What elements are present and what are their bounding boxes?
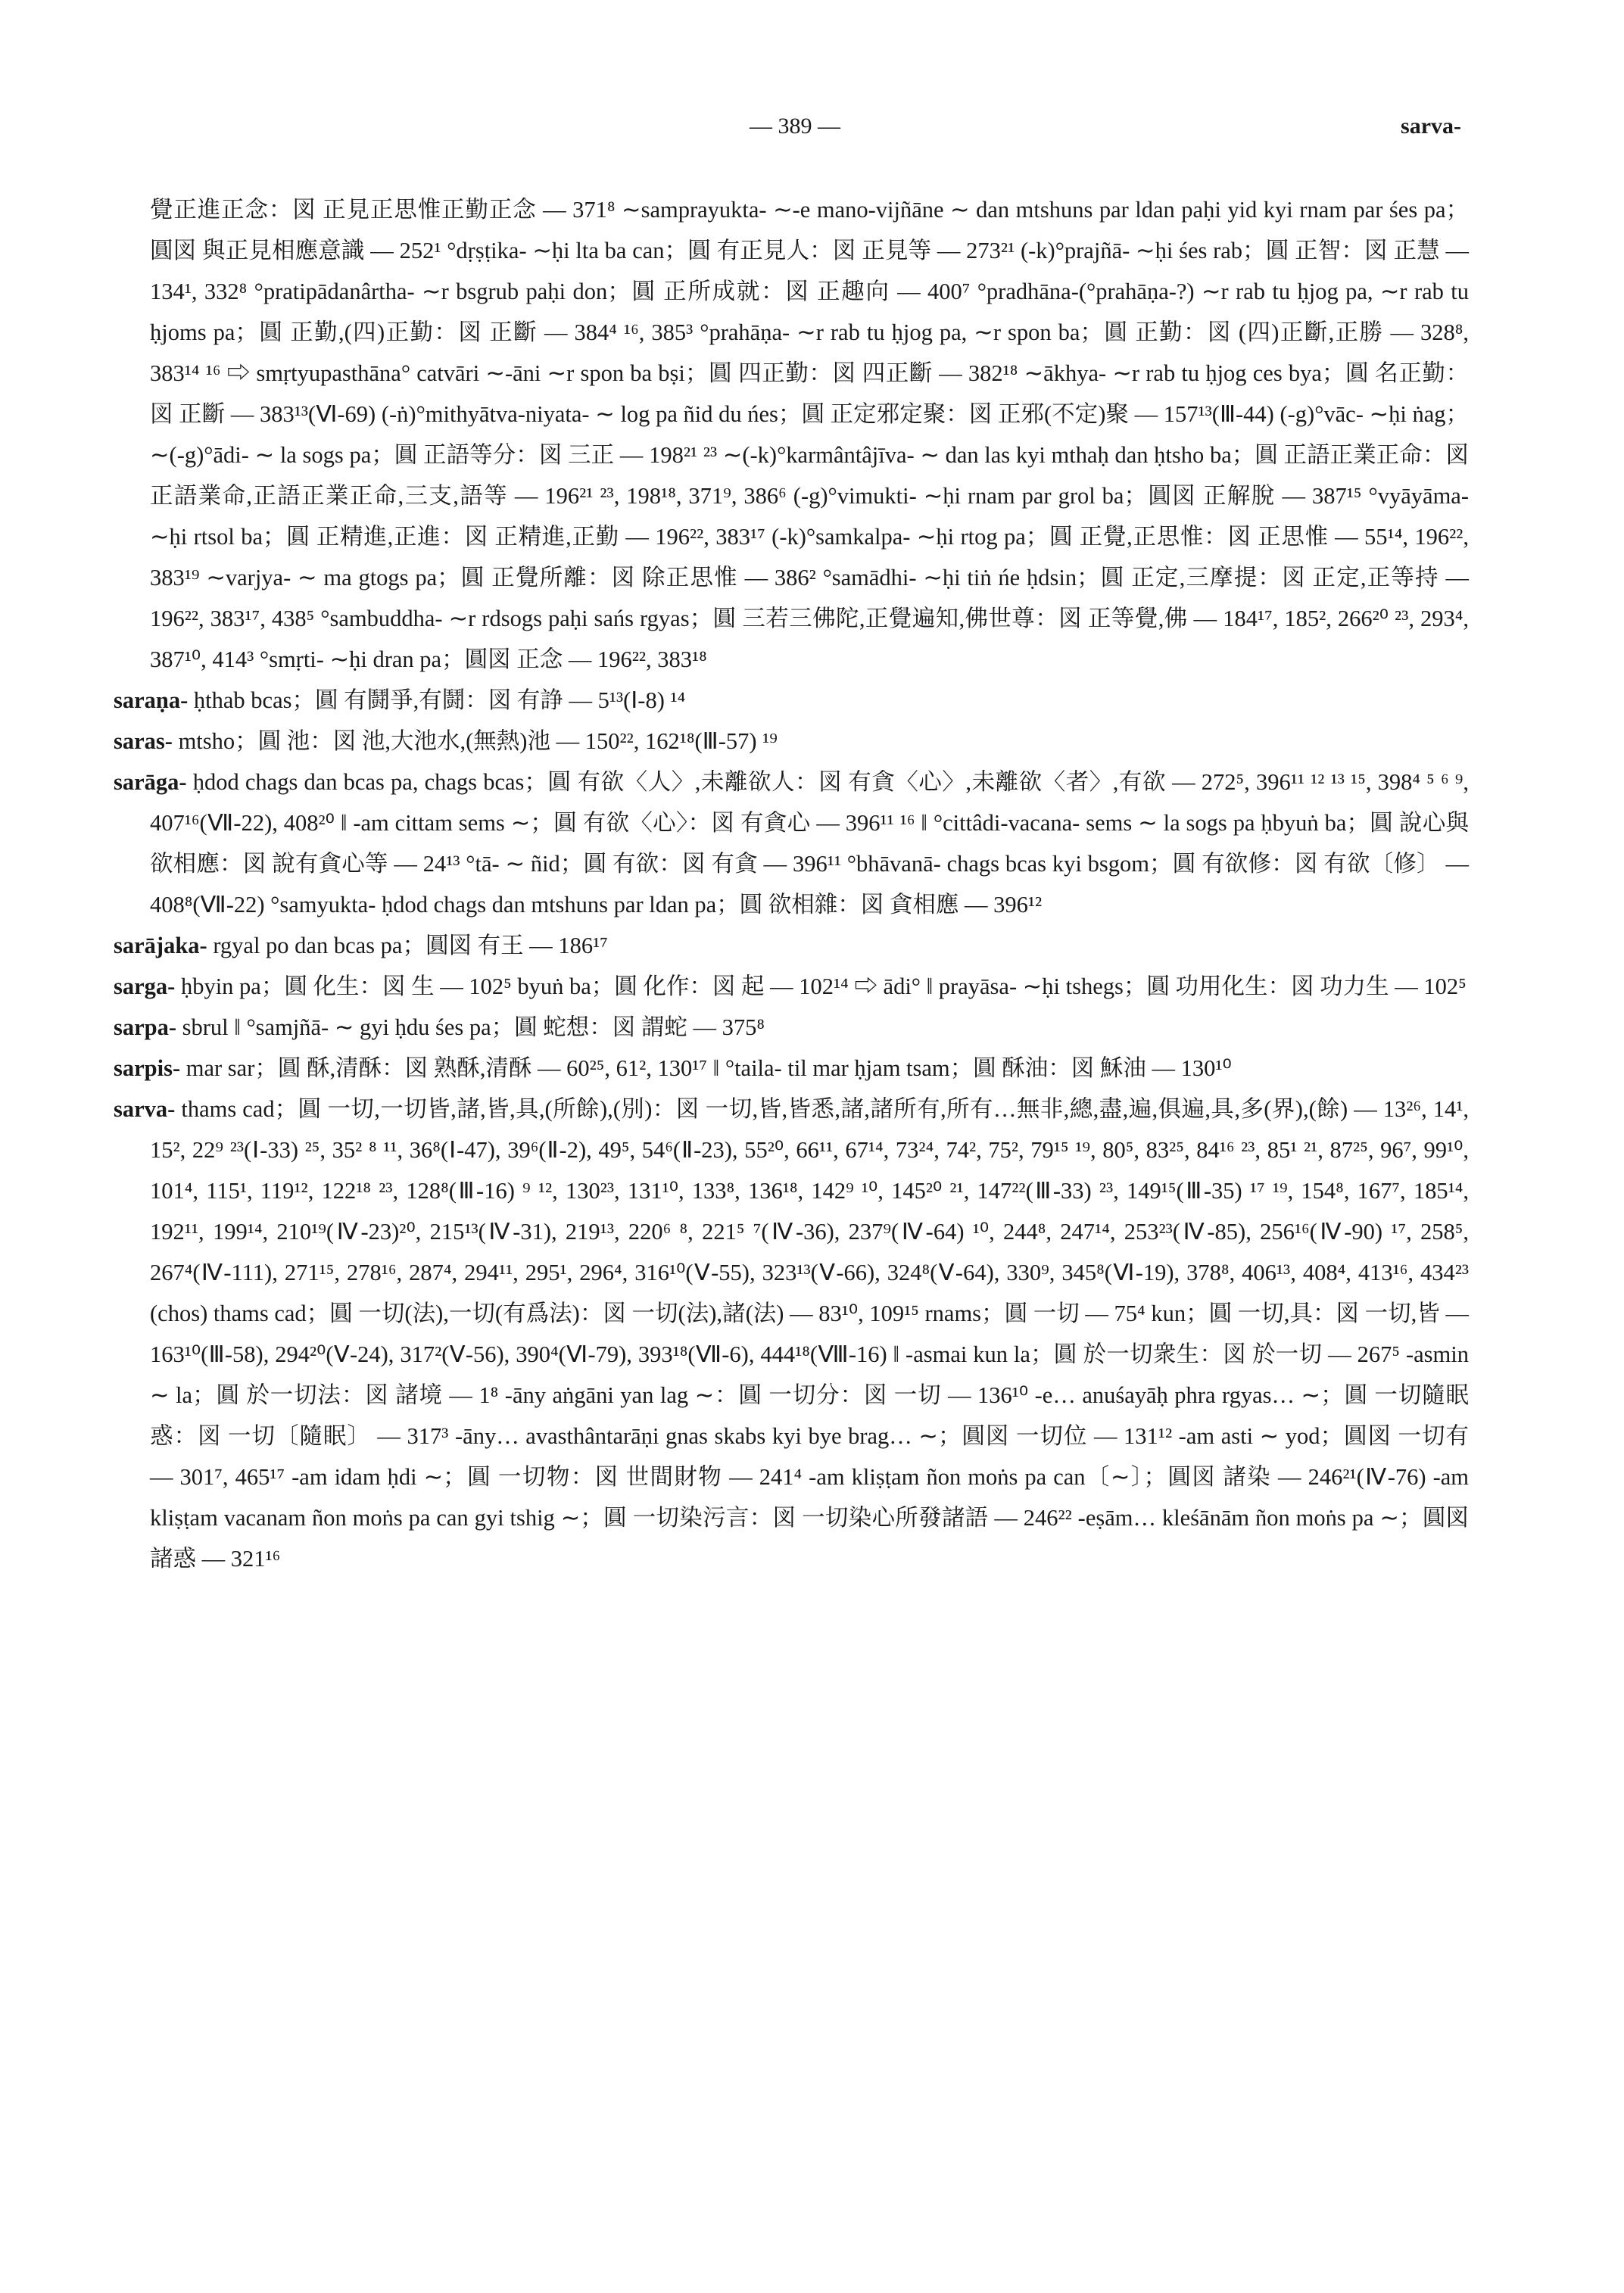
entry-body: ḥthab bcas；圓 有鬪爭,有鬪：図 有諍 — 5¹³(Ⅰ-8) ¹⁴ xyxy=(193,687,686,713)
dictionary-entry xyxy=(114,1007,1469,1048)
entry-body: ḥbyin pa；圓 化生：図 生 — 102⁵ byuṅ ba；圓 化作：図 起 — 102¹⁴ ⇨ ādi° ‖ prayāsa- ∼ḥi tshegs；圓 功用化生：図 功力生 — 102⁵ xyxy=(180,974,1467,999)
entry-body: mtsho；圓 池：図 池,大池水,(無熱)池 — 150²², 162¹⁸(Ⅲ-57) ¹⁹ xyxy=(178,728,778,754)
running-head: sarva- xyxy=(1401,114,1461,139)
entry-headword: sarva- xyxy=(114,1096,176,1122)
entry-headword: sarāga- xyxy=(114,769,187,795)
entry-body: rgyal po dan bcas pa；圓図 有王 — 186¹⁷ xyxy=(213,933,608,958)
dictionary-entry xyxy=(114,925,1469,966)
entry-headword: sarpa- xyxy=(114,1014,177,1040)
dictionary-entry xyxy=(114,721,1469,762)
entry-body: sbrul ‖ °samjñā- ∼ gyi ḥdu śes pa；圓 蛇想：図 謂蛇 — 375⁸ xyxy=(182,1014,765,1040)
entry-body: ḥdod chags dan bcas pa, chags bcas；圓 有欲〈人〉,未離欲人：図 有貪〈心〉,未離欲〈者〉,有欲 — 272⁵, 396¹¹ ¹² ¹³ ¹⁵, 398⁴ ⁵ ⁶ ⁹, 407¹⁶(Ⅶ-22), 408²⁰ ‖ -am cittam sems ∼；圓 有欲〈心〉：図 有貪心 — 396¹¹ ¹⁶ ‖ °cittâdi-vacana- sems ∼ la sogs pa ḥbyuṅ ba；圓 說心與欲相應：図 說有貪心等 — 24¹³ °tā- ∼ ñid；圓 有欲：図 有貪 — 396¹¹ °bhāvanā- chags bcas kyi bsgom；圓 有欲修：図 有欲〔修〕 — 408⁸(Ⅶ-22) °samyukta- ḥdod chags dan mtshuns par ldan pa；圓 欲相雜：図 貪相應 — 396¹² xyxy=(150,769,1469,918)
entry-headword: saras- xyxy=(114,728,173,754)
page-header xyxy=(0,114,1624,159)
dictionary-entry xyxy=(114,966,1469,1007)
dictionary-entry xyxy=(114,680,1469,721)
entry-body: thams cad；圓 一切,一切皆,諸,皆,具,(所餘),(別)：図 一切,皆,皆悉,諸,諸所有,所有…無非,總,盡,遍,俱遍,具,多(界),(餘) — 13²⁶, 14¹, 15², 22⁹ ²³(Ⅰ-33) ²⁵, 35² ⁸ ¹¹, 36⁸(Ⅰ-47), 39⁶(Ⅱ-2), 49⁵, 54⁶(Ⅱ-23), 55²⁰, 66¹¹, 67¹⁴, 73²⁴, 74², 75², 79¹⁵ ¹⁹, 80⁵, 83²⁵, 84¹⁶ ²³, 85¹ ²¹, 87²⁵, 96⁷, 99¹⁰, 101⁴, 115¹, 119¹², 122¹⁸ ²³, 128⁸(Ⅲ-16) ⁹ ¹², 130²³, 131¹⁰, 133⁸, 136¹⁸, 142⁹ ¹⁰, 145²⁰ ²¹, 147²²(Ⅲ-33) ²³, 149¹⁵(Ⅲ-35) ¹⁷ ¹⁹, 154⁸, 167⁷, 185¹⁴, 192¹¹, 199¹⁴, 210¹⁹(Ⅳ-23)²⁰, 215¹³(Ⅳ-31), 219¹³, 220⁶ ⁸, 221⁵ ⁷(Ⅳ-36), 237⁹(Ⅳ-64) ¹⁰, 244⁸, 247¹⁴, 253²³(Ⅳ-85), 256¹⁶(Ⅳ-90) ¹⁷, 258⁵, 267⁴(Ⅳ-111), 271¹⁵, 278¹⁶, 287⁴, 294¹¹, 295¹, 296⁴, 316¹⁰(Ⅴ-55), 323¹³(Ⅴ-66), 324⁸(Ⅴ-64), 330⁹, 345⁸(Ⅵ-19), 378⁸, 406¹³, 408⁴, 413¹⁶, 434²³ (chos) thams cad；圓 一切(法),一切(有爲法)：図 一切(法),諸(法) — 83¹⁰, 109¹⁵ rnams；圓 一切 — 75⁴ kun；圓 一切,具：図 一切,皆 — 163¹⁰(Ⅲ-58), 294²⁰(Ⅴ-24), 317²(Ⅴ-56), 390⁴(Ⅵ-79), 393¹⁸(Ⅶ-6), 444¹⁸(Ⅷ-16) ‖ -asmai kun la；圓 於一切衆生：図 於一切 — 267⁵ -asmin ∼ la；圓 於一切法：図 諸境 — 1⁸ -āny aṅgāni yan lag ∼：圓 一切分：図 一切 — 136¹⁰ -e… anuśayāḥ phra rgyas… ∼；圓 一切隨眠惑：図 一切〔隨眠〕 — 317³ -āny… avasthântarāṇi gnas skabs kyi bye brag… ∼；圓図 一切位 — 131¹² -am asti ∼ yod；圓図 一切有 — 301⁷, 465¹⁷ -am idam ḥdi ∼；圓 一切物：図 世間財物 — 241⁴ -am kliṣṭam ñon moṅs pa can〔∼〕；圓図 諸染 — 246²¹(Ⅳ-76) -am kliṣṭam vacanam ñon moṅs pa can gyi tshig ∼；圓 一切染污言：図 一切染心所發諸語 — 246²² -eṣām… kleśānām ñon moṅs pa ∼；圓図 諸惑 — 321¹⁶ xyxy=(150,1096,1470,1572)
dictionary-entry-continued xyxy=(114,189,1469,680)
entry-list xyxy=(114,189,1469,1579)
entry-headword: saraṇa- xyxy=(114,687,189,713)
dictionary-entry xyxy=(114,1089,1469,1579)
dictionary-entry xyxy=(114,1048,1469,1089)
entry-headword: sarga- xyxy=(114,974,176,999)
entry-headword: sarājaka- xyxy=(114,933,207,958)
page-number: — 389 — xyxy=(750,114,840,139)
entry-body: mar sar；圓 酥,清酥：図 熟酥,清酥 — 60²⁵, 61², 130¹⁷ ‖ °taila- til mar ḥjam tsam；圓 酥油：図 穌油 — 130¹⁰ xyxy=(185,1055,1232,1081)
dictionary-entry xyxy=(114,762,1469,925)
entry-headword: sarpis- xyxy=(114,1055,181,1081)
entry-body: 覺正進正念：図 正見正思惟正勤正念 — 371⁸ ∼samprayukta- ∼-e mano-vijñāne ∼ dan mtshuns par ldan paḥi yid kyi rnam par śes pa；圓図 與正見相應意識 — 252¹ °dṛṣṭika- ∼ḥi lta ba can；圓 有正見人：図 正見等 — 273²¹ (-k)°prajñā- ∼ḥi śes rab；圓 正智：図 正慧 — 134¹, 332⁸ °pratipādanârtha- ∼r bsgrub paḥi don；圓 正所成就：図 正趣向 — 400⁷ °pradhāna-(°prahāṇa-?) ∼r rab tu ḥjog pa, ∼r rab tu ḥjoms pa；圓 正勤,(四)正勤：図 正斷 — 384⁴ ¹⁶, 385³ °prahāṇa- ∼r rab tu ḥjog pa, ∼r spon ba；圓 正勤：図 (四)正斷,正勝 — 328⁸, 383¹⁴ ¹⁶ ⇨ smṛtyupasthāna° catvāri ∼-āni ∼r spon ba bṣi；圓 四正勤：図 四正斷 — 382¹⁸ ∼ākhya- ∼r rab tu ḥjog ces bya；圓 名正勤：図 正斷 — 383¹³(Ⅵ-69) (-ṅ)°mithyātva-niyata- ∼ log pa ñid du ńes；圓 正定邪定聚：図 正邪(不定)聚 — 157¹³(Ⅲ-44) (-g)°vāc- ∼ḥi ṅag；∼(-g)°ādi- ∼ la sogs pa；圓 正語等分：図 三正 — 198²¹ ²³ ∼(-k)°karmântâjīva- ∼ dan las kyi mthaḥ dan ḥtsho ba；圓 正語正業正命：図 正語業命,正語正業正命,三支,語等 — 196²¹ ²³, 198¹⁸, 371⁹, 386⁶ (-g)°vimukti- ∼ḥi rnam par grol ba；圓図 正解脫 — 387¹⁵ °vyāyāma- ∼ḥi rtsol ba；圓 正精進,正進：図 正精進,正勤 — 196²², 383¹⁷ (-k)°samkalpa- ∼ḥi rtog pa；圓 正覺,正思惟：図 正思惟 — 55¹⁴, 196²², 383¹⁹ ∼varjya- ∼ ma gtogs pa；圓 正覺所離：図 除正思惟 — 386² °samādhi- ∼ḥi tiṅ ńe ḥdsin；圓 正定,三摩提：図 正定,正等持 — 196²², 383¹⁷, 438⁵ °sambuddha- ∼r rdsogs paḥi sańs rgyas；圓 三若三佛陀,正覺遍知,佛世尊：図 正等覺,佛 — 184¹⁷, 185², 266²⁰ ²³, 293⁴, 387¹⁰, 414³ °smṛti- ∼ḥi dran pa；圓図 正念 — 196²², 383¹⁸ xyxy=(150,197,1469,672)
